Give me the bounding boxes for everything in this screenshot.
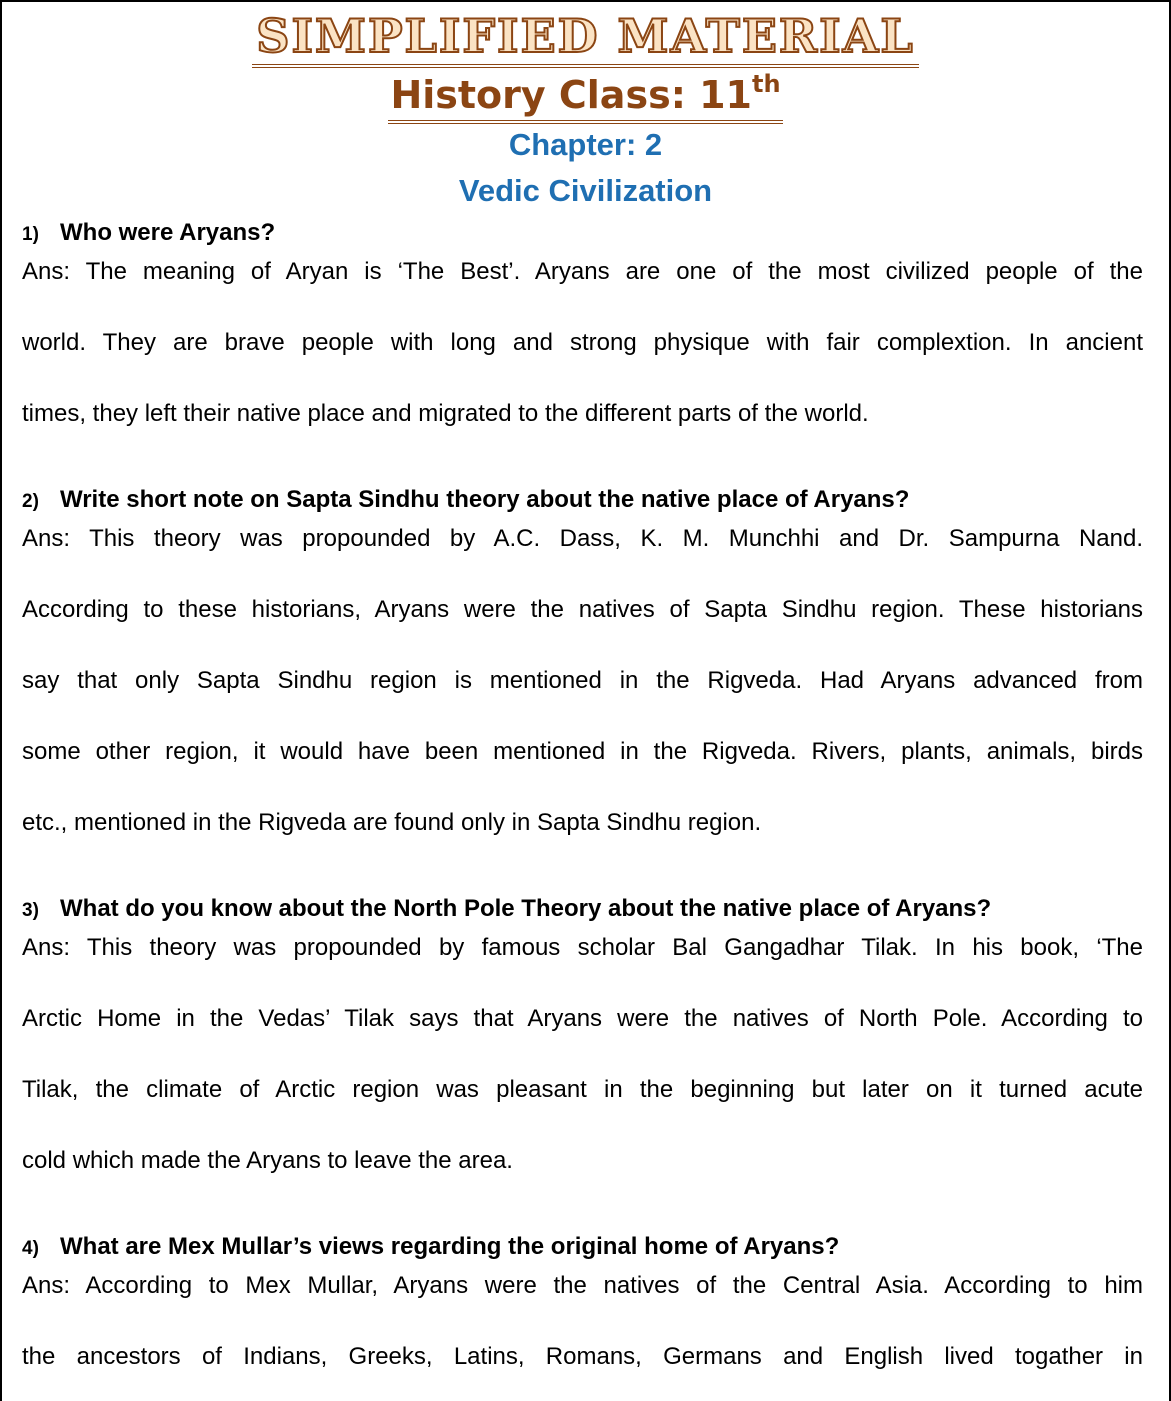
answer-line: world. They are brave people with long and strong physique with fair complextion. In ancient [22, 329, 1143, 356]
question-number: 2) [22, 491, 39, 512]
answer-line: times, they left their native place and migrated to the different parts of the world. [22, 400, 869, 427]
answer-line: Ans: According to Mex Mullar, Aryans were the natives of the Central Asia. According to him [22, 1272, 1143, 1299]
answer-line: Arctic Home in the Vedas’ Tilak says that Aryans were the natives of North Pole. According to [22, 1005, 1143, 1032]
answer-line: some other region, it would have been mentioned in the Rigveda. Rivers, plants, animals, birds [22, 738, 1143, 765]
question-block-4 [22, 1230, 1143, 1392]
chapter-subtitle: Vedic Civilization [458, 173, 713, 208]
answer-line: Ans: The meaning of Aryan is ‘The Best’. Aryans are one of the most civilized people of the [22, 258, 1143, 285]
answer-paragraph [22, 912, 1143, 1196]
question-block-3 [22, 892, 1143, 1196]
answer-line: Ans: This theory was propounded by A.C. Dass, K. M. Munchhi and Dr. Sampurna Nand. [22, 525, 1143, 552]
question-text: What do you know about the North Pole Theory about the native place of Aryans? [60, 895, 992, 922]
answer-paragraph [22, 236, 1143, 449]
answer-line: say that only Sapta Sindhu region is mentioned in the Rigveda. Had Aryans advanced from [22, 667, 1143, 694]
answer-paragraph [22, 1250, 1143, 1392]
answer-paragraph [22, 503, 1143, 858]
answer-line: According to these historians, Aryans were the natives of Sapta Sindhu region. These historians [22, 596, 1143, 623]
answer-line: Ans: This theory was propounded by famous scholar Bal Gangadhar Tilak. In his book, ‘The [22, 934, 1143, 961]
question-number: 3) [22, 900, 39, 921]
question-number: 1) [22, 224, 39, 245]
chapter-heading: Chapter: 2 [508, 127, 663, 162]
question-text: Who were Aryans? [60, 219, 276, 246]
answer-line: Tilak, the climate of Arctic region was pleasant in the beginning but later on it turned acute [22, 1076, 1143, 1103]
answer-line: etc., mentioned in the Rigveda are found only in Sapta Sindhu region. [22, 809, 762, 836]
question-number: 4) [22, 1238, 39, 1259]
question-text: What are Mex Mullar’s views regarding the original home of Aryans? [60, 1233, 840, 1260]
class-heading [2, 70, 1169, 124]
document-title: SIMPLIFIED MATERIAL [2, 8, 1169, 68]
question-text: Write short note on Sapta Sindhu theory about the native place of Aryans? [60, 486, 910, 513]
question-block-1 [22, 216, 1143, 449]
class-label: History Class: 11 [390, 73, 752, 117]
question-block-2 [22, 483, 1143, 858]
answer-line: the ancestors of Indians, Greeks, Latins, Romans, Germans and English lived togather in [22, 1343, 1143, 1370]
class-superscript: th [752, 70, 781, 98]
answer-line: cold which made the Aryans to leave the area. [22, 1147, 513, 1174]
